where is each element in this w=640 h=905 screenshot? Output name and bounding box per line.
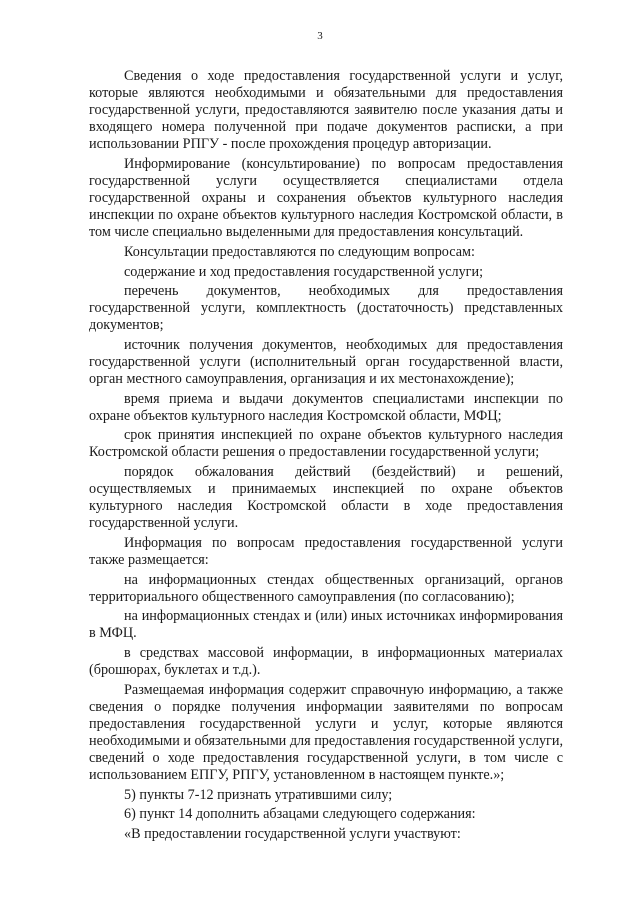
paragraph: срок принятия инспекцией по охране объектов культурного наследия Костромской области решения о предоставлении государственной услуги;	[89, 427, 563, 461]
paragraph: на информационных стендах общественных организаций, органов территориального общественного самоуправления (по согласованию);	[89, 571, 563, 605]
paragraph: источник получения документов, необходимых для предоставления государственной услуги (исполнительный орган государственной власти, орган местного самоуправления, организация и их местонахождение);	[89, 336, 563, 388]
paragraph: «В предоставлении государственной услуги участвуют:	[124, 825, 461, 842]
paragraph: 5) пункты 7-12 признать утратившими силу;	[124, 786, 393, 803]
paragraph: Информация по вопросам предоставления государственной услуги также размещается:	[89, 534, 563, 569]
paragraph: Информирование (консультирование) по вопросам предоставления государственной услуги осуществляется специалистами отдела государственной охраны и сохранения объектов культурного наследия инспекции по охране объектов культурного наследия Костромской области, в том числе специально выделенными для предоставления консультаций.	[89, 155, 563, 241]
document-body	[89, 68, 563, 846]
paragraph: время приема и выдачи документов специалистами инспекции по охране объектов культурного наследия Костромской области, МФЦ;	[89, 390, 563, 424]
paragraph: Размещаемая информация содержит справочную информацию, а также сведения о порядке получения информации заявителями по вопросам предоставления государственной услуги и услуг, которые являются необходимыми и обязательными для предоставления государственной услуги, сведений о ходе предоставления государственной услуги, в том числе с использованием ЕПГУ, РПГУ, установленном в настоящем пункте.»;	[89, 681, 563, 784]
page-number: 3	[317, 30, 323, 42]
paragraph: содержание и ход предоставления государственной услуги;	[124, 263, 484, 280]
paragraph: порядок обжалования действий (бездействий) и решений, осуществляемых и принимаемых инспекцией по охране объектов культурного наследия Костромской области в ходе предоставления государственной услуги.	[89, 464, 563, 532]
paragraph: Консультации предоставляются по следующим вопросам:	[124, 243, 475, 260]
paragraph: Сведения о ходе предоставления государственной услуги и услуг, которые являются необходимыми и обязательными для предоставления государственной услуги, предоставляются заявителю после указания даты и входящего номера полученной при подаче документов расписки, а при использовании РПГУ - после прохождения процедур авторизации.	[89, 68, 563, 153]
paragraph: перечень документов, необходимых для предоставления государственной услуги, комплектность (достаточность) представленных документов;	[89, 283, 563, 334]
paragraph: 6) пункт 14 дополнить абзацами следующего содержания:	[124, 806, 476, 823]
paragraph: на информационных стендах и (или) иных источниках информирования в МФЦ.	[89, 608, 563, 642]
paragraph: в средствах массовой информации, в информационных материалах (брошюрах, буклетах и т.д.).	[89, 645, 563, 679]
